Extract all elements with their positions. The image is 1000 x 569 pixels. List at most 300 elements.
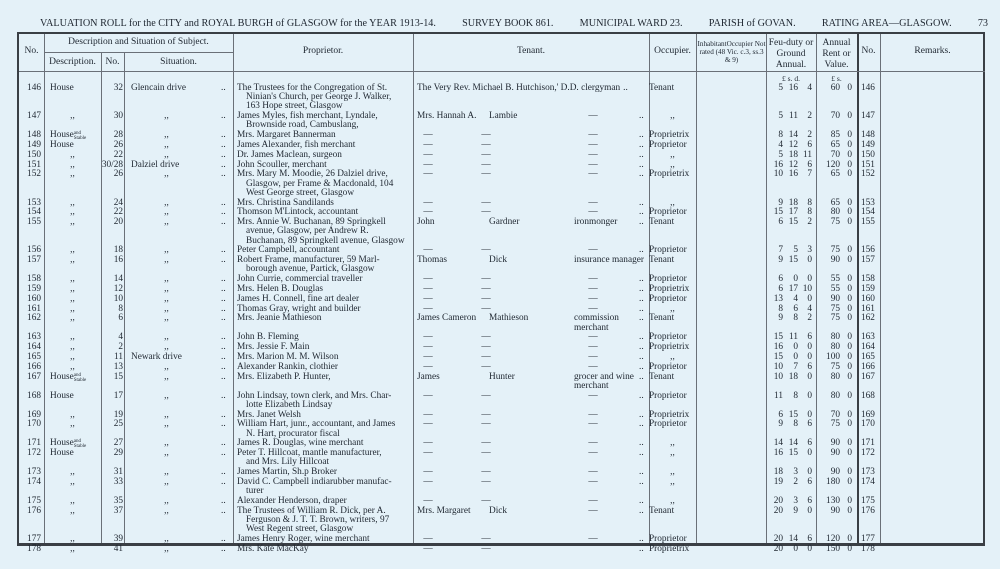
tenant-leader-dots: ..: [623, 83, 628, 93]
row-description: House: [50, 390, 74, 401]
occupier: Proprietrix: [649, 169, 690, 180]
tenant-first-name: —: [423, 409, 433, 420]
proprietor-line: Mrs. Jessie F. Main: [237, 342, 310, 353]
feu-pence: 0: [807, 390, 812, 401]
tenant-name-with-dots: [417, 84, 628, 93]
row-description: House: [50, 83, 74, 93]
proprietor-line: James Myles, fish merchant, Lyndale,: [237, 111, 378, 122]
row-number: 165: [27, 352, 41, 362]
row-house-number: 20: [113, 217, 123, 228]
rent-pounds: 90: [830, 467, 840, 478]
row-house-number: 17: [113, 390, 123, 401]
proprietor-line: Thomas Gray, wright and builder: [237, 303, 361, 314]
occupier: Proprietor: [649, 390, 687, 401]
col-header-tenant: Tenant.: [516, 46, 546, 56]
row-number-right: 156: [861, 245, 875, 256]
row-description: ,,: [70, 361, 75, 372]
feu-shillings: 15: [788, 409, 798, 420]
situation-leader-dots: ..: [221, 390, 226, 401]
feu-pounds: 16: [773, 448, 783, 459]
row-house-number: 32: [113, 83, 123, 93]
row-situation: Dalziel drive: [131, 159, 180, 170]
feu-shillings: 0: [793, 274, 798, 285]
feu-pence: 6: [807, 332, 812, 343]
tenant-first-name: —: [423, 496, 433, 506]
header-rating-area: RATING AREA—GLASGOW.: [821, 18, 952, 29]
situation-leader-dots: ..: [221, 83, 226, 93]
situation-leader-dots: ..: [221, 361, 226, 372]
feu-pounds: 14: [773, 438, 783, 449]
row-situation: ,,: [164, 197, 169, 208]
tenant-first-name: —: [423, 274, 433, 285]
feu-shillings: 12: [788, 140, 798, 150]
feu-shillings: 18: [788, 371, 798, 382]
row-number-right: 148: [861, 130, 875, 141]
tenant-occupation: —: [588, 534, 598, 544]
row-number-right: 175: [861, 496, 875, 506]
row-situation: ,,: [164, 419, 169, 430]
tenant-leader-dots: ..: [639, 352, 644, 362]
tenant-leader-dots: ..: [639, 197, 644, 208]
row-situation: ,,: [164, 255, 169, 266]
row-number: 154: [27, 207, 41, 218]
feu-shillings: 2: [793, 477, 798, 487]
row-number-right: 174: [861, 477, 875, 487]
occupier: Tenant: [649, 313, 675, 324]
row-house-number: 14: [113, 274, 123, 285]
feu-pence: 0: [807, 352, 812, 362]
feu-shillings: 14: [788, 130, 798, 141]
feu-pence: 2: [807, 111, 812, 122]
row-number: 158: [27, 274, 41, 285]
row-number: 151: [27, 159, 41, 170]
row-number-right: 173: [861, 467, 875, 478]
feu-pence: 7: [807, 169, 812, 180]
situation-leader-dots: ..: [221, 274, 226, 285]
tenant-surname: —: [481, 284, 491, 294]
feu-pence: 2: [807, 313, 812, 324]
proprietor-line: James H. Connell, fine art dealer: [237, 293, 360, 304]
feu-shillings: 3: [793, 467, 798, 478]
tenant-surname: —: [481, 140, 491, 150]
tenant-leader-dots: ..: [639, 438, 644, 449]
row-description: ,,: [70, 149, 75, 160]
tenant-surname: —: [481, 534, 491, 544]
row-situation: ,,: [164, 130, 169, 141]
occupier: Tenant: [649, 255, 675, 266]
rent-shillings: 0: [847, 274, 852, 285]
row-number: 146: [27, 83, 41, 93]
col-header-remarks: Remarks.: [914, 46, 951, 56]
proprietor-line: Mrs. Elizabeth P. Hunter,: [237, 371, 331, 382]
feu-units: £ s. d.: [782, 74, 800, 83]
row-description: ,,: [70, 543, 75, 554]
header-parish: PARISH of GOVAN.: [708, 18, 796, 29]
occupier: Proprietrix: [649, 342, 690, 353]
row-description: ,,: [70, 505, 75, 516]
situation-leader-dots: ..: [221, 371, 226, 382]
situation-leader-dots: ..: [221, 303, 226, 314]
feu-shillings: 16: [788, 83, 798, 93]
row-house-number: 4: [118, 332, 123, 343]
row-number-right: 165: [861, 352, 875, 362]
tenant-occupation: —: [588, 159, 598, 170]
rent-pounds: 90: [830, 505, 840, 516]
proprietor-line: John B. Fleming: [237, 332, 299, 343]
feu-pounds: 7: [778, 245, 783, 256]
feu-pence: 8: [807, 207, 812, 218]
row-house-number: 39: [113, 534, 123, 544]
row-number: 152: [27, 169, 41, 180]
tenant-surname: Dick: [489, 505, 508, 516]
rent-shillings: 0: [847, 477, 852, 487]
situation-leader-dots: ..: [221, 342, 226, 353]
row-number-right: 149: [861, 140, 875, 150]
occupier: Proprietor: [649, 332, 687, 343]
row-situation: ,,: [164, 361, 169, 372]
occupier: Tenant: [649, 217, 675, 228]
column-rule: [413, 34, 414, 543]
tenant-first-name: —: [423, 149, 433, 160]
proprietor-line: 163 Hope street, Glasgow: [246, 101, 343, 112]
tenant-surname: Hunter: [489, 371, 515, 382]
tenant-leader-dots: ..: [639, 505, 644, 516]
occupier: ,,: [670, 197, 675, 208]
tenant-first-name: —: [423, 477, 433, 487]
row-situation: ,,: [164, 409, 169, 420]
col-header-feu-duty: Feu-duty or Ground Annual.: [768, 38, 814, 70]
tenant-surname: —: [481, 467, 491, 478]
situation-leader-dots: ..: [221, 438, 226, 449]
feu-shillings: 0: [793, 342, 798, 353]
row-number: 178: [27, 543, 41, 554]
rent-pounds: 70: [830, 149, 840, 160]
feu-pounds: 15: [773, 207, 783, 218]
row-number-right: 166: [861, 361, 875, 372]
proprietor-line: lotte Elizabeth Lindsay: [246, 399, 333, 410]
row-situation: ,,: [164, 149, 169, 160]
rent-shillings: 0: [847, 342, 852, 353]
tenant-occupation: insurance manager: [574, 255, 644, 266]
situation-leader-dots: ..: [221, 467, 226, 478]
situation-leader-dots: ..: [221, 534, 226, 544]
feu-pounds: 19: [773, 477, 783, 487]
rent-pounds: 70: [830, 409, 840, 420]
tenant-leader-dots: ..: [639, 371, 644, 382]
row-number-right: 176: [861, 505, 875, 516]
column-rule: [857, 34, 859, 543]
rent-pounds: 90: [830, 438, 840, 449]
feu-pence: 8: [807, 197, 812, 208]
tenant-first-name: Thomas: [417, 255, 447, 266]
proprietor-line: James R. Douglas, wine merchant: [237, 438, 364, 449]
feu-shillings: 8: [793, 390, 798, 401]
tenant-leader-dots: ..: [639, 149, 644, 160]
tenant-leader-dots: ..: [639, 284, 644, 294]
rent-shillings: 0: [847, 130, 852, 141]
tenant-first-name: —: [423, 352, 433, 362]
tenant-surname: Dick: [489, 255, 508, 266]
situation-leader-dots: ..: [221, 197, 226, 208]
feu-shillings: 16: [788, 169, 798, 180]
row-situation: ,,: [164, 505, 169, 516]
row-house-number: 10: [113, 293, 123, 304]
rent-pounds: 75: [830, 303, 840, 314]
col-header-annual-rent: Annual Rent or Value.: [822, 38, 851, 70]
tenant-leader-dots: ..: [639, 342, 644, 353]
tenant-leader-dots: ..: [639, 496, 644, 506]
feu-pounds: 15: [773, 332, 783, 343]
tenant-surname: —: [481, 197, 491, 208]
row-house-number: 2: [118, 342, 123, 353]
tenant-surname: —: [481, 448, 491, 459]
tenant-first-name: —: [423, 419, 433, 430]
feu-pence: 10: [802, 284, 812, 294]
row-number-right: 162: [861, 313, 875, 324]
feu-shillings: 0: [793, 352, 798, 362]
row-description: House: [50, 140, 74, 150]
tenant-first-name: —: [423, 361, 433, 372]
rent-shillings: 0: [847, 390, 852, 401]
occupier: ,,: [670, 149, 675, 160]
rent-pounds: 65: [830, 169, 840, 180]
feu-pounds: 20: [773, 496, 783, 506]
situation-leader-dots: ..: [221, 419, 226, 430]
row-situation: Newark drive: [131, 352, 182, 362]
row-number: 161: [27, 303, 41, 314]
row-number: 168: [27, 390, 41, 401]
tenant-leader-dots: ..: [639, 159, 644, 170]
tenant-occupation: —: [588, 419, 598, 430]
row-number-right: 168: [861, 390, 875, 401]
feu-pounds: 15: [773, 352, 783, 362]
tenant-occupation: —: [588, 361, 598, 372]
row-number: 155: [27, 217, 41, 228]
tenant-surname: —: [481, 496, 491, 506]
situation-leader-dots: ..: [221, 313, 226, 324]
occupier: Proprietrix: [649, 130, 690, 141]
tenant-occupation: —: [588, 352, 598, 362]
header-title: VALUATION ROLL for the CITY and ROYAL BURGH of GLASGOW for the YEAR 1913-14.: [40, 18, 436, 29]
row-situation: ,,: [164, 217, 169, 228]
column-rule: [880, 34, 881, 543]
proprietor-line: William Hart, junr., accountant, and James: [237, 419, 396, 430]
tenant-surname: —: [481, 342, 491, 353]
row-house-number: 26: [113, 140, 123, 150]
feu-shillings: 18: [788, 149, 798, 160]
feu-pounds: 6: [778, 274, 783, 285]
page-number: 73: [977, 18, 988, 29]
rent-shillings: 0: [847, 332, 852, 343]
row-description: ,,: [70, 159, 75, 170]
row-number: 150: [27, 149, 41, 160]
col-header-no: No.: [24, 46, 39, 56]
row-house-number: 31: [113, 467, 123, 478]
occupier: Proprietrix: [649, 409, 690, 420]
row-number-right: 170: [861, 419, 875, 430]
feu-shillings: 9: [793, 505, 798, 516]
feu-pence: 11: [803, 149, 812, 160]
proprietor-line: Mrs. Mary M. Moodie, 26 Dalziel drive,: [237, 169, 388, 180]
feu-shillings: 14: [788, 534, 798, 544]
rent-shillings: 0: [847, 505, 852, 516]
proprietor-line: Peter T. Hillcoat, mantle manufacturer,: [237, 448, 382, 459]
tenant-leader-dots: ..: [639, 140, 644, 150]
rent-pounds: 65: [830, 140, 840, 150]
row-house-number: 27: [113, 438, 123, 449]
feu-shillings: 11: [789, 111, 798, 122]
feu-pounds: 10: [773, 361, 783, 372]
rent-shillings: 0: [847, 140, 852, 150]
rent-shillings: 0: [847, 255, 852, 266]
occupier: ,,: [670, 303, 675, 314]
tenant-first-name: —: [423, 543, 433, 554]
rent-shillings: 0: [847, 438, 852, 449]
feu-pence: 0: [807, 467, 812, 478]
occupier: Proprietor: [649, 361, 687, 372]
tenant-leader-dots: ..: [639, 274, 644, 285]
feu-pounds: 4: [778, 140, 783, 150]
row-number: 171: [27, 438, 41, 449]
situation-leader-dots: ..: [221, 159, 226, 170]
feu-shillings: 4: [793, 293, 798, 304]
row-situation: ,,: [164, 543, 169, 554]
row-number: 173: [27, 467, 41, 478]
row-situation: ,,: [164, 274, 169, 285]
rent-pounds: 120: [826, 159, 840, 170]
row-house-number: 29: [113, 448, 123, 459]
rent-shillings: 0: [847, 111, 852, 122]
row-number-right: 167: [861, 371, 875, 382]
rent-shillings: 0: [847, 284, 852, 294]
feu-pounds: 20: [773, 505, 783, 516]
feu-pounds: 6: [778, 409, 783, 420]
feu-pence: 6: [807, 419, 812, 430]
row-number-right: 164: [861, 342, 875, 353]
situation-leader-dots: ..: [221, 543, 226, 554]
proprietor-line: avenue, Glasgow, per Andrew R.: [246, 226, 369, 237]
proprietor-line: Glasgow, per Frame & Macdonald, 104: [246, 178, 394, 189]
tenant-occupation: —: [588, 169, 598, 180]
row-situation: ,,: [164, 303, 169, 314]
rent-pounds: 80: [830, 207, 840, 218]
tenant-leader-dots: ..: [639, 111, 644, 122]
proprietor-line: Mrs. Margaret Bannerman: [237, 130, 336, 141]
tenant-first-name: —: [423, 293, 433, 304]
rent-shillings: 0: [847, 293, 852, 304]
situation-leader-dots: ..: [221, 130, 226, 141]
tenant-occupation: —: [588, 140, 598, 150]
feu-pence: 0: [807, 274, 812, 285]
tenant-occupation: commission merchant: [574, 313, 619, 333]
rent-shillings: 0: [847, 409, 852, 420]
feu-pounds: 13: [773, 293, 783, 304]
tenant-surname: —: [481, 149, 491, 160]
rent-pounds: 150: [826, 543, 840, 554]
row-description: ,,: [70, 293, 75, 304]
feu-pence: 2: [807, 130, 812, 141]
tenant-occupation: —: [588, 342, 598, 353]
feu-pounds: 5: [778, 149, 783, 160]
rent-pounds: 75: [830, 313, 840, 324]
row-description: ,,: [70, 274, 75, 285]
occupier: Proprietor: [649, 274, 687, 285]
tenant-occupation: —: [588, 390, 598, 401]
rent-shillings: 0: [847, 159, 852, 170]
row-number-right: 150: [861, 149, 875, 160]
rent-pounds: 60: [830, 83, 840, 93]
situation-leader-dots: ..: [221, 255, 226, 266]
row-house-number: 18: [113, 245, 123, 256]
row-number-right: 159: [861, 284, 875, 294]
col-header-description: Description.: [49, 57, 96, 67]
rent-pounds: 180: [826, 477, 840, 487]
tenant-surname: —: [481, 130, 491, 141]
rent-pounds: 90: [830, 448, 840, 459]
rent-shillings: 0: [847, 217, 852, 228]
occupier: ,,: [670, 448, 675, 459]
feu-pounds: 9: [778, 197, 783, 208]
occupier: Proprietor: [649, 207, 687, 218]
row-house-number: 24: [113, 197, 123, 208]
feu-pounds: 6: [778, 217, 783, 228]
tenant-name: The Very Rev. Michael B. Hutchison,' D.D. clergyman: [417, 83, 621, 93]
row-description: Houseand Stable: [50, 371, 87, 383]
column-rule: [696, 34, 697, 543]
tenant-first-name: —: [423, 438, 433, 449]
proprietor-line: West Regent street, Glasgow: [246, 524, 354, 535]
row-house-number: 25: [113, 419, 123, 430]
row-situation: ,,: [164, 332, 169, 343]
row-number-right: 146: [861, 83, 875, 93]
situation-leader-dots: ..: [221, 217, 226, 228]
row-description: ,,: [70, 207, 75, 218]
tenant-first-name: —: [423, 169, 433, 180]
tenant-surname: —: [481, 332, 491, 343]
tenant-surname: Gardner: [489, 217, 520, 228]
tenant-leader-dots: ..: [639, 390, 644, 401]
occupier: ,,: [670, 111, 675, 122]
row-situation: ,,: [164, 390, 169, 401]
rent-pounds: 55: [830, 284, 840, 294]
proprietor-line: James Alexander, fish merchant: [237, 140, 356, 150]
row-description: ,,: [70, 169, 75, 180]
rent-shillings: 0: [847, 371, 852, 382]
tenant-occupation: —: [588, 448, 598, 459]
row-house-number: 13: [113, 361, 123, 372]
tenant-occupation: —: [588, 274, 598, 285]
feu-shillings: 3: [793, 496, 798, 506]
tenant-first-name: —: [423, 140, 433, 150]
col-header-num: No.: [105, 57, 120, 67]
tenant-surname: Lambie: [489, 111, 518, 122]
header-ward: MUNICIPAL WARD 23.: [579, 18, 683, 29]
row-description: ,,: [70, 467, 75, 478]
row-number: 164: [27, 342, 41, 353]
proprietor-line: Robert Frame, manufacturer, 59 Marl-: [237, 255, 380, 266]
feu-pounds: 18: [773, 467, 783, 478]
row-number: 175: [27, 496, 41, 506]
row-house-number: 41: [113, 543, 123, 554]
feu-pounds: 16: [773, 342, 783, 353]
tenant-occupation: —: [588, 293, 598, 304]
tenant-first-name: —: [423, 467, 433, 478]
tenant-first-name: —: [423, 342, 433, 353]
tenant-first-name: James: [417, 371, 440, 382]
row-house-number: 15: [113, 371, 123, 382]
occupier: ,,: [670, 477, 675, 487]
proprietor-line: Peter Campbell, accountant: [237, 245, 340, 256]
